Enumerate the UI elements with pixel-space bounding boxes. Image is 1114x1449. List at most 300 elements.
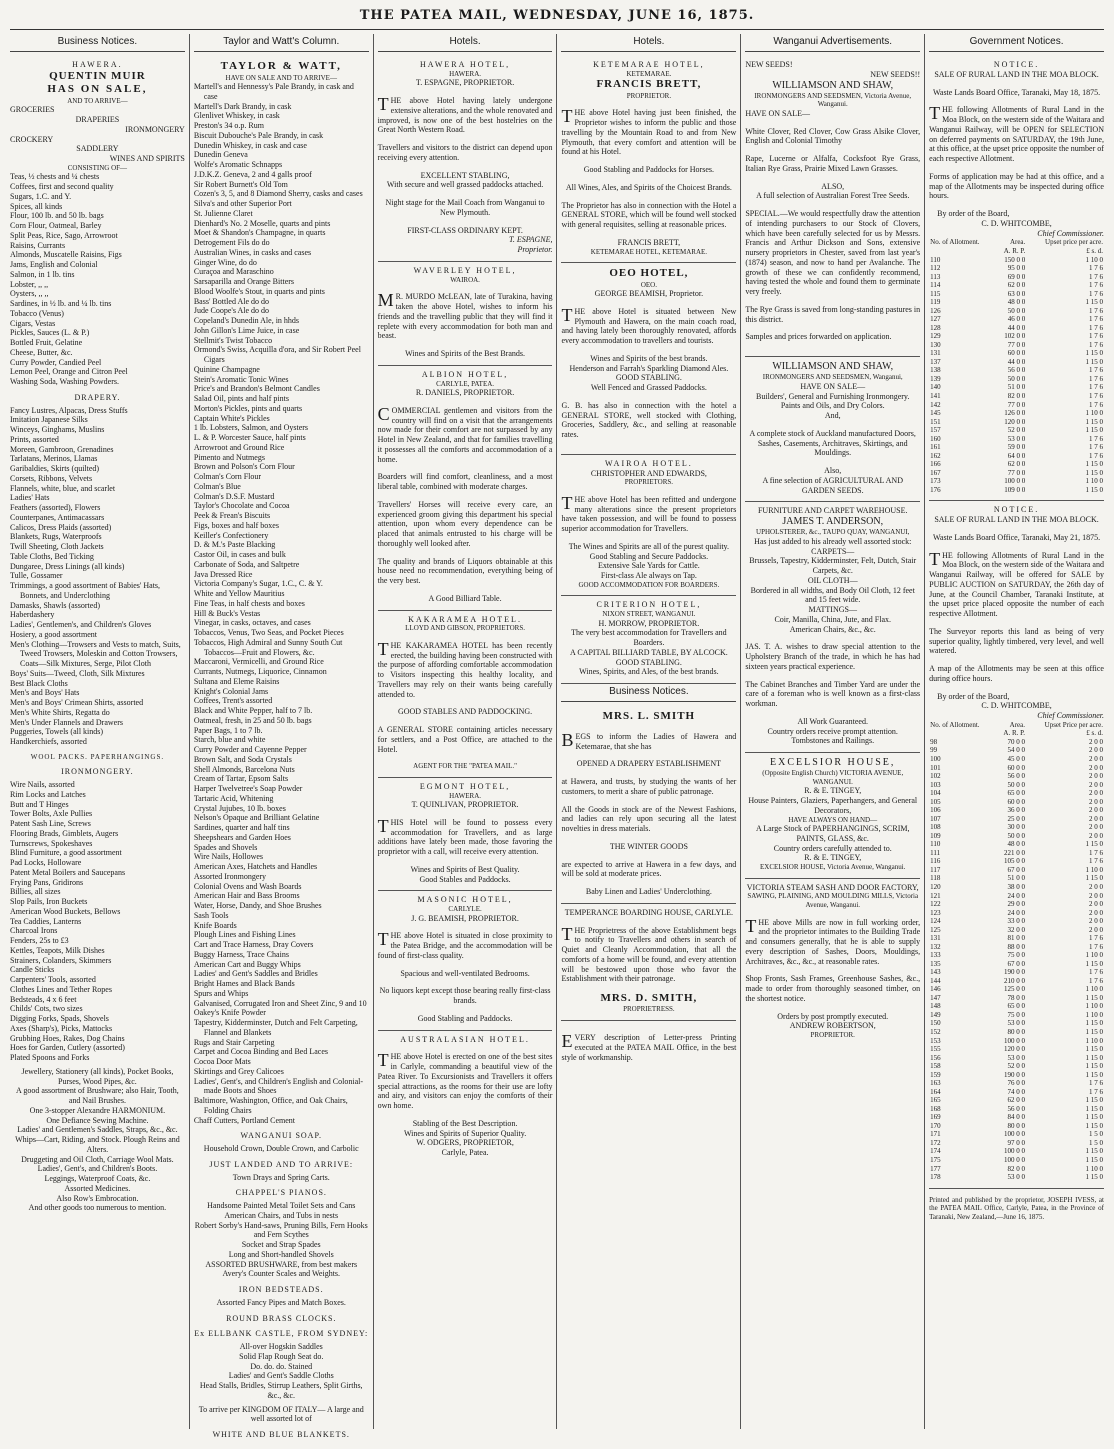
waverley-hotel-ad [378, 262, 553, 366]
table-cell: 2 0 0 [1088, 814, 1103, 823]
hotel-body: THIS Hotel will be found to possess every accommodation for Travellers, and as large additions have lately been made, those favoring the proprietor with a call, will receive every attention. [377, 815, 553, 857]
table-row [929, 1122, 1104, 1131]
table-row [929, 815, 1104, 824]
table-row [929, 332, 1104, 341]
list-item: Nelson's Opaque and Brilliant Gelatine [193, 813, 320, 823]
table-row [929, 943, 1104, 952]
list-item: Ladies' and Gentlemen's Saddles, Straps, &c., &c. [17, 1125, 178, 1135]
table-cell: 143 [930, 968, 941, 977]
imprint: Printed and published by the proprietor, JOSEPH IVESS, at the PATEA MAIL Office, Carlyle, Patea, in the Province of Taranaki, New Zealand,—June 16, 1875. [929, 1195, 1104, 1221]
list-item: Pad Locks, Holloware [10, 858, 82, 868]
signature: T. ESPAGNE, [509, 235, 553, 245]
list-item: Best Black Cloths [10, 678, 68, 688]
table-cell: 2 0 0 [1088, 831, 1103, 840]
table-cell: 1 7 6 [1088, 366, 1103, 375]
ad-place: HAWERA. [72, 60, 123, 70]
table-cell: 1 7 6 [1088, 443, 1103, 452]
table-cell: 1 5 0 [1088, 1138, 1103, 1147]
table-row [929, 1147, 1104, 1156]
hotel-title: KETEMARAE HOTEL, [593, 60, 705, 70]
table-cell: 1 7 6 [1088, 434, 1103, 443]
table-cell: 1 7 6 [1088, 315, 1103, 324]
ad-feature: A full selection of Australian Forest Tree Seeds. [756, 191, 910, 201]
table-cell: 60 0 0 [1007, 797, 1026, 806]
hotel-body: The quality and brands of Liquors obtainable at this house need no recommendation, everything being of the very best. [377, 556, 553, 586]
table-cell: 98 [930, 737, 938, 746]
ad-body: SPECIAL.—We would respectfully draw the attention of intending purchasers to our Stock of Clovers, which have been carefully selected for us by Messrs. Francis and Arthur Dickson and Sons, extensive nursery proprietors in Chester, saved from last year's (1874) season, and now to hand per Avalanche. The growth of these we can confidently recommend, having tested the whole and found them to germinate very freely. [745, 209, 921, 297]
list-item: Price's and Brandon's Belmont Candles [193, 384, 320, 394]
table-row [929, 1130, 1104, 1139]
section-heading: Ex ELLBANK CASTLE, FROM SYDNEY: [194, 1329, 369, 1339]
list-item: Hosiery, a good assortment [10, 629, 98, 639]
ad-feature: Builders', General and Furnishing Ironmongery. [756, 391, 910, 401]
ad-line: SADDLERY [76, 144, 119, 154]
table-cell: 67 0 0 [1007, 959, 1026, 968]
hotel-proprietor: T. QUINLIVAN, PROPRIETOR. [411, 800, 519, 810]
table-cell: 221 0 0 [1004, 848, 1026, 857]
table-cell: 124 [930, 917, 941, 926]
notice-body: THE following Allotments of Rural Land in the Moa Block, on the western side of the Waitara and Wanganui Railway, will be OPEN for SELECTION on deferred payments on SATURDAY, the 19th June, at this office, at the upset price opposite the number of each respective Allotment. [929, 103, 1104, 164]
table-cell: 78 0 0 [1007, 993, 1026, 1002]
hotel-body: COMMERCIAL gentlemen and visitors from the country will find on a visit that the arrangements now made for their comfort are not surpassed by any Hotel in New Zealand, and that for families travelling it possesses all the comforts and accommodation of a home. [377, 403, 553, 464]
list-item: Dienhard's No. 2 Moselle, quarts and pints [193, 218, 331, 228]
table-cell: 116 [930, 857, 941, 866]
table-cell: 100 0 0 [1004, 1036, 1026, 1045]
table-cell: 1 10 0 [1085, 865, 1103, 874]
hotel-feature: All Wines, Ales, and Spirits of the Choicest Brands. [565, 182, 732, 192]
table-cell: 1 7 6 [1088, 264, 1103, 273]
list-item: Strainers, Colanders, Skimmers [10, 955, 112, 965]
hawera-hotel-ad [378, 56, 553, 262]
list-item: Tapestry, Kidderminster, Dutch and Felt Carpeting, Flannel and Blankets [193, 1018, 358, 1037]
signature: ANDREW ROBERTSON, [789, 1021, 876, 1031]
table-cell: 75 0 0 [1007, 951, 1026, 960]
table-row [929, 392, 1104, 401]
list-item: Raisins, Currants [10, 240, 66, 250]
list-item: Wolfe's Aromatic Schnapps [193, 160, 283, 170]
table-cell: 80 0 0 [1007, 1028, 1026, 1036]
ad-body: THE Proprietress of the above Establishment begs to notify to Travellers and others in search of Quiet and Cleanly Accommodation, that all the comforts of a home will be found, and every attention will be bestowed upon those who favor the Establishment with their patronage. [561, 923, 737, 984]
hotel-feature: No liquors kept except those bearing really first-class brands. [379, 986, 551, 1006]
kakaramea-hotel-ad [378, 611, 553, 778]
signature: R. & E. TINGEY, [804, 853, 862, 863]
section-text: Household Crown, Double Crown, and Carbolic [203, 1144, 359, 1154]
ad-name: R. & E. TINGEY, [804, 786, 862, 796]
list-item: Copeland's Dunedin Ale, in hhds [193, 316, 300, 326]
list-item: Solid Flap Rough Seat do. [239, 1351, 324, 1361]
table-row [929, 1096, 1104, 1105]
table-row [929, 256, 1104, 265]
notice-order: By order of the Board, [937, 209, 1010, 219]
table-cell: 132 [930, 942, 941, 951]
table-cell: 117 [930, 865, 941, 874]
table-cell: 108 [930, 823, 941, 832]
table-cell: 120 0 0 [1004, 417, 1026, 426]
table-cell: 130 [930, 340, 941, 349]
notice-auction [929, 501, 1104, 1188]
table-cell: 75 0 0 [1007, 1010, 1026, 1019]
table-units [929, 247, 1104, 256]
table-cell: 140 [930, 383, 941, 392]
table-body [929, 256, 1104, 495]
list-item: Clothes Lines and Tether Ropes [10, 984, 112, 994]
list-item: L. & P. Worcester Sauce, half pints [193, 433, 306, 443]
list-item: Blood Woolfe's Stout, in quarts and pints [193, 286, 325, 296]
signature: Proprietor. [517, 245, 553, 255]
hotel-feature: Henderson and Farrah's Sparkling Diamond Ales. [569, 363, 729, 373]
list-item: Chaff Cutters, Portland Cement [193, 1115, 295, 1125]
table-header [929, 721, 1104, 730]
signature: C. D. WHITCOMBE, [981, 218, 1052, 228]
list-item: Haberdashery [10, 610, 55, 620]
list-item: Oakey's Knife Powder [193, 1008, 266, 1018]
notice-office: Waste Lands Board Office, Taranaki, May 18, 1875. [932, 87, 1101, 97]
table-row [929, 349, 1104, 358]
table-cell: 77 0 0 [1007, 340, 1026, 349]
list-item: Martell's and Hennessy's Pale Brandy, in cask and case [193, 82, 354, 101]
list-item: A good assortment of Brushware; also Hair, Tooth, and Nail Brushes. [16, 1086, 179, 1106]
table-cell: 1 7 6 [1088, 968, 1103, 977]
list-item: Ladies' and Gent's Saddles and Bridles [193, 969, 318, 979]
table-cell: 1 15 0 [1085, 1062, 1103, 1071]
section-heading: WANGANUI SOAP. [240, 1131, 323, 1141]
ad-sub: SAWING, PLAINING, AND MOULDING MILLS, Victoria Avenue, Wanganui. [747, 892, 919, 909]
table-row [929, 968, 1104, 977]
hotel-proprietor: R. DANIELS, PROPRIETOR. [415, 388, 515, 398]
table-cell: 65 0 0 [1007, 789, 1026, 798]
table-row [929, 934, 1104, 943]
ad-feature: HAVE ON SALE— [800, 381, 866, 391]
hotel-feature: Wines, Spirits, and Ales, of the best brands. [579, 667, 719, 677]
masthead: THE PATEA MAIL, WEDNESDAY, JUNE 16, 1875. [359, 8, 755, 23]
list-item: Also Row's Embrocation. [56, 1193, 139, 1203]
table-cell: 122 [930, 900, 941, 909]
list-item: Tobaccos, Venus, Two Seas, and Pocket Pieces [193, 628, 344, 638]
list-item: Brown Salt, and Soda Crystals [193, 754, 292, 764]
table-cell: 1 7 6 [1088, 976, 1103, 985]
list-item: Salad Oil, pints and half pints [193, 394, 289, 404]
list-item: Quinine Champagne [193, 364, 260, 374]
table-cell: 25 0 0 [1007, 814, 1026, 823]
list-item: Java Dressed Rice [193, 569, 253, 579]
table-cell: 176 [930, 485, 941, 494]
list-item: Dungaree, Dress Linings (all kinds) [10, 561, 125, 571]
list-item: Jude Coope's Ale do do [193, 306, 270, 316]
ad-feature: House Painters, Glaziers, Paperhangers, and General Decorators, [748, 796, 918, 815]
table-cell: 144 [930, 976, 941, 985]
list-item: Colman's Blue [193, 481, 241, 491]
table-cell: 1 10 0 [1085, 477, 1103, 486]
table-row [929, 985, 1104, 994]
list-item: Assorted Medicines. [64, 1183, 131, 1193]
table-cell: 1 15 0 [1085, 349, 1103, 358]
ad-sub: (Opposite English Church) VICTORIA AVENUE, WANGANUI. [762, 769, 904, 786]
table-cell: 46 0 0 [1007, 315, 1026, 324]
list-item: American Axes, Hatchets and Handles [193, 862, 318, 872]
mrs-smith-drapery-ad [561, 706, 736, 903]
ad-name: TAYLOR & WATT, [220, 60, 342, 73]
table-cell: 128 [930, 323, 941, 332]
list-item: Wire Nails, assorted [10, 780, 75, 790]
table-row [929, 1173, 1104, 1182]
list-item: Jams, English and Colonial [10, 260, 98, 270]
ad-name: QUENTIN MUIR [49, 69, 146, 82]
list-item: Salmon, in 1 lb. tins [10, 269, 75, 279]
list-item: Carpet and Cocoa Binding and Bed Laces [193, 1047, 329, 1057]
table-row [929, 1139, 1104, 1148]
table-cell: 32 0 0 [1007, 925, 1026, 934]
list-item: Charcoal Irons [10, 926, 58, 936]
table-cell: 1 10 0 [1085, 255, 1103, 264]
table-cell: 174 [930, 1147, 941, 1156]
ad-sub: IRONMONGERS AND SEEDSMEN, Wanganui, [762, 373, 903, 382]
list-item: Spurs and Whips [193, 988, 249, 998]
allotments-table [929, 721, 1104, 1182]
table-row [929, 874, 1104, 883]
ad-feature: All Work Guaranteed. [797, 716, 868, 726]
hotel-place: OEO. [640, 280, 657, 289]
list-item: Almonds, Muscatelle Raisins, Figs [10, 250, 122, 260]
column-taylor-watt [190, 34, 374, 1440]
table-cell: 1 15 0 [1085, 1155, 1103, 1164]
table-cell: 1 15 0 [1085, 1113, 1103, 1122]
list-item: Tulle, Gossamer [10, 571, 63, 581]
table-cell: 163 [930, 1079, 941, 1088]
table-header-cell: Area. [1009, 720, 1026, 729]
list-item: Martell's Dark Brandy, in cask [193, 101, 292, 111]
table-cell: 131 [930, 349, 941, 358]
table-cell: 125 0 0 [1004, 985, 1026, 994]
signature: Carlyle, Patea. [441, 1148, 489, 1158]
masthead-rule [10, 29, 1104, 30]
table-cell: 164 [930, 1087, 941, 1096]
hotel-feature: Good Stables and Paddocks. [419, 874, 511, 884]
list-item: Men's White Shirts, Regatta do [10, 707, 110, 717]
ad-sub: IRONMONGERS AND SEEDSMEN, Victoria Avenue, Wanganui. [754, 91, 912, 109]
table-cell: 1 7 6 [1088, 374, 1103, 383]
stock-list [194, 82, 369, 1125]
hotel-feature: GOOD STABLES AND PADDOCKING. [397, 707, 533, 717]
table-cell: 137 [930, 357, 941, 366]
list-item: Tea Caddies, Lanterns [10, 916, 82, 926]
list-item: Galvanised, Corrugated Iron and Sheet Zinc, 9 and 10 [193, 998, 367, 1008]
table-cell: 24 0 0 [1007, 891, 1026, 900]
list-item: Carbonate of Soda, and Saltpetre [193, 559, 300, 569]
table-cell: 110 [930, 840, 941, 849]
list-item: Taylor's Chocolate and Cocoa [193, 501, 290, 511]
hotel-title: AUSTRALASIAN HOTEL. [400, 1034, 530, 1044]
list-item: Figs, boxes and half boxes [193, 520, 279, 530]
table-cell: 1 7 6 [1088, 332, 1103, 341]
list-item: Biscuit Dubouche's Pale Brandy, in cask [193, 130, 324, 140]
hotel-feature: Well Fenced and Grassed Paddocks. [590, 383, 707, 393]
list-item: Shell Almonds, Barcelona Nuts [193, 764, 295, 774]
list-item: Counterpanes, Antimacassars [10, 512, 105, 522]
list-item: Fine Teas, in half chests and boxes [193, 598, 305, 608]
list-item: Trimmings, a good assortment of Babies' Hats, Bonnets, and Underclothing [10, 581, 161, 600]
hotel-place: CARLYLE, PATEA. [436, 379, 495, 388]
table-cell: 126 [930, 306, 941, 315]
list-item: Cart and Trace Harness, Dray Covers [193, 940, 314, 950]
list-item: Silva's and other Superior Port [193, 199, 292, 209]
list-item: John Gillon's Lime Juice, in case [193, 325, 300, 335]
taylor-watt-ad [194, 56, 369, 1449]
hotel-feature: GOOD STABLING. [615, 373, 682, 383]
signature: PROPRIETOR. [810, 1031, 855, 1039]
table-cell: 1 15 0 [1085, 357, 1103, 366]
signature: EXCELSIOR HOUSE, Victoria Avenue, Wanganui. [760, 863, 906, 872]
table-cell: 1 7 6 [1088, 323, 1103, 332]
hotel-proprietor: LLOYD AND GIBSON, PROPRIETORS. [405, 624, 525, 633]
list-item: Skirtings and Grey Calicoes [193, 1066, 284, 1076]
table-header-cell: Upset Price per acre. [1044, 720, 1103, 729]
table-cell: 101 [930, 763, 941, 772]
hotel-feature: Spacious and well-ventilated Bedrooms. [400, 968, 530, 978]
hotel-place: CARLYLE. [448, 905, 482, 914]
table-cell: 135 [930, 959, 941, 968]
table-cell: 1 15 0 [1085, 1121, 1103, 1130]
table-cell: 113 [930, 272, 941, 281]
table-row [929, 409, 1104, 418]
table-row [929, 781, 1104, 790]
list-item: Men's Clothing—Trowsers and Vests to match, Suits, Tweed Trowsers, Moleskin and Cotton Trowsers, Coats—Silk Mixtures, Serge, Pilot Cloth [10, 639, 181, 669]
notice-title: NOTICE. [993, 505, 1040, 515]
table-unit-cell: A. R. P. [1003, 729, 1026, 738]
list-item: Bass' Bottled Ale do do [193, 296, 270, 306]
table-cell: 62 0 0 [1007, 1096, 1026, 1105]
hotel-place: NIXON STREET, WANGANUI. [602, 610, 696, 619]
excelsior-house-ad [745, 753, 920, 879]
table-row [929, 1062, 1104, 1071]
hotel-place: KETEMARAE. [626, 69, 672, 78]
table-cell: 44 0 0 [1007, 323, 1026, 332]
list-item: Knight's Colonial Jams [193, 686, 269, 696]
table-cell: 114 [930, 281, 941, 290]
list-item: White and Yellow Mauritius [193, 589, 285, 599]
table-cell: 1 10 0 [1085, 1002, 1103, 1011]
ad-sub: HAVE ON SALE AND TO ARRIVE— [225, 73, 337, 82]
list-item: Druggeting and Oil Cloth, Carriage Wool Mats. [21, 1154, 174, 1164]
table-cell: 121 [930, 891, 941, 900]
list-item: Damasks, Shawls (assorted) [10, 600, 100, 610]
table-cell: 1 7 6 [1088, 272, 1103, 281]
hotel-body: THE above Hotel is erected on one of the best sites in Carlyle, commanding a beautiful view of the Patea River. To Excursionists and Travellers it offers special attractions, as the rooms for their use are lofty and airy, and visitors can enjoy the comforts of their own home. [377, 1050, 553, 1111]
signature: Chief Commissioner. [1037, 711, 1104, 721]
table-cell: 1 10 0 [1085, 951, 1103, 960]
list-item: Water, Horse, Dandy, and Shoe Brushes [193, 901, 322, 911]
hotel-place: HAWERA. [449, 791, 482, 800]
list-item: Brown and Polson's Corn Flour [193, 462, 295, 472]
list-item: Coffees, first and second quality [10, 182, 114, 192]
ad-feature: And, [824, 411, 841, 421]
section-heading: IRON BEDSTEADS. [238, 1285, 324, 1295]
list-item: Tarlatans, Merinos, Llamas [10, 454, 98, 464]
table-cell: 148 [930, 1002, 941, 1011]
table-cell: 149 [930, 1010, 941, 1019]
column-hotels-2 [557, 34, 741, 1429]
list-item: Patent Sash Line, Screws [10, 819, 91, 829]
list-item: Long and Short-handled Shovels [228, 1249, 334, 1259]
table-cell: 53 0 0 [1007, 1019, 1026, 1028]
table-cell: 52 0 0 [1007, 1062, 1026, 1071]
list-item: Men's and Boys' Crimean Shirts, assorted [10, 698, 144, 708]
list-item: Tartaric Acid, Whitening [193, 793, 274, 803]
hotel-proprietor: T. ESPAGNE, PROPRIETOR. [415, 78, 515, 88]
allotments-table [929, 238, 1104, 494]
table-cell: 38 0 0 [1007, 882, 1026, 891]
ad-body: at Hawera, and trusts, by studying the wants of her customers, to merit a share of public patronage. [561, 777, 737, 796]
list-item: Robert Sorby's Hand-saws, Pruning Bills, Fern Hooks and Fern Scythes [194, 1220, 368, 1240]
ad-feature: Tombstones and Railings. [791, 736, 875, 746]
table-cell: 150 0 0 [1004, 255, 1026, 264]
table-header-cell: Upset price per acre. [1045, 238, 1103, 247]
columns [6, 34, 1108, 1440]
table-cell: 74 0 0 [1007, 1087, 1026, 1096]
ad-body: THE above Mills are now in full working order, and the proprietor intimates to the Building Trade and consumers generally, that he is able to supply every description of Sashes, Doors, Mouldings, Architraves, &c., &c., at reasonable rates. [745, 915, 921, 966]
list-item: Colman's Corn Flour [193, 472, 262, 482]
printing-ad [561, 1021, 736, 1076]
table-cell: 165 [930, 1096, 941, 1105]
table-cell: 172 [930, 1138, 941, 1147]
hotel-body: THE KAKARAMEA HOTEL has been recently erected, the building having been constructed with the purpose of affording comfortable accommodation to Visitors inspecting this healthy locality, and Travellers may rely on their wants being carefully attended to. [377, 638, 553, 699]
table-cell: 2 0 0 [1088, 772, 1103, 781]
table-row [929, 1079, 1104, 1088]
list-item: Moreen, Gambroon, Grenadines [10, 444, 114, 454]
table-cell: 133 [930, 951, 941, 960]
list-item: Table Cloths, Bed Ticking [10, 551, 94, 561]
table-row [929, 1002, 1104, 1011]
table-cell: 125 [930, 925, 941, 934]
list-item: Sheepshears and Garden Hoes [193, 832, 291, 842]
list-item: Stein's Aromatic Tonic Wines [193, 374, 289, 384]
list-item: Cocoa Door Mats [193, 1057, 251, 1067]
column-government [925, 34, 1108, 1429]
table-cell: 190 0 0 [1004, 1070, 1026, 1079]
table-cell: 2 0 0 [1088, 925, 1103, 934]
table-cell: 106 [930, 806, 941, 815]
list-item: Do. do. do. Stained [250, 1361, 313, 1371]
table-cell: 56 0 0 [1007, 1104, 1026, 1113]
table-cell: 159 [930, 1070, 941, 1079]
ad-line: CROCKERY [10, 134, 54, 144]
grocery-list [10, 172, 185, 387]
list-item: Imitation Japanese Silks [10, 415, 88, 425]
list-item: Digging Forks, Spads, Shovels [10, 1014, 109, 1024]
list-item: Wire Nails, Hollowes [193, 852, 264, 862]
ad-body: The Rye Grass is saved from long-standing pastures in this district. [745, 304, 921, 324]
ad-name: MRS. D. SMITH, [600, 992, 698, 1005]
table-cell: 1 5 0 [1088, 1130, 1103, 1139]
albion-hotel-ad [378, 366, 553, 611]
table-cell: 100 0 0 [1004, 1147, 1026, 1156]
table-cell: 56 0 0 [1007, 772, 1026, 781]
hotel-title: EGMONT HOTEL, [419, 781, 511, 791]
table-cell: 2 0 0 [1088, 882, 1103, 891]
table-cell: 146 [930, 985, 941, 994]
column-hotels-1 [374, 34, 558, 1429]
ad-feature: OPENED A DRAPERY ESTABLISHMENT [576, 759, 721, 769]
table-cell: 1 7 6 [1088, 1087, 1103, 1096]
table-cell: 33 0 0 [1007, 917, 1026, 926]
hotel-feature: Wines and Spirits of the Best Brands. [405, 349, 526, 358]
ad-feature: Country orders receive prompt attention. [767, 726, 898, 736]
notice-body: Forms of application may be had at this office, and a map of the Allotments may be inspected during office hours. [929, 171, 1104, 201]
australasian-hotel-ad [378, 1031, 553, 1164]
list-item: Jewellery, Stationery (all kinds), Pocket Books, Purses, Wood Pipes, &c. [21, 1066, 174, 1086]
table-row [929, 1088, 1104, 1097]
table-row [929, 426, 1104, 435]
table-cell: 1 7 6 [1088, 934, 1103, 943]
